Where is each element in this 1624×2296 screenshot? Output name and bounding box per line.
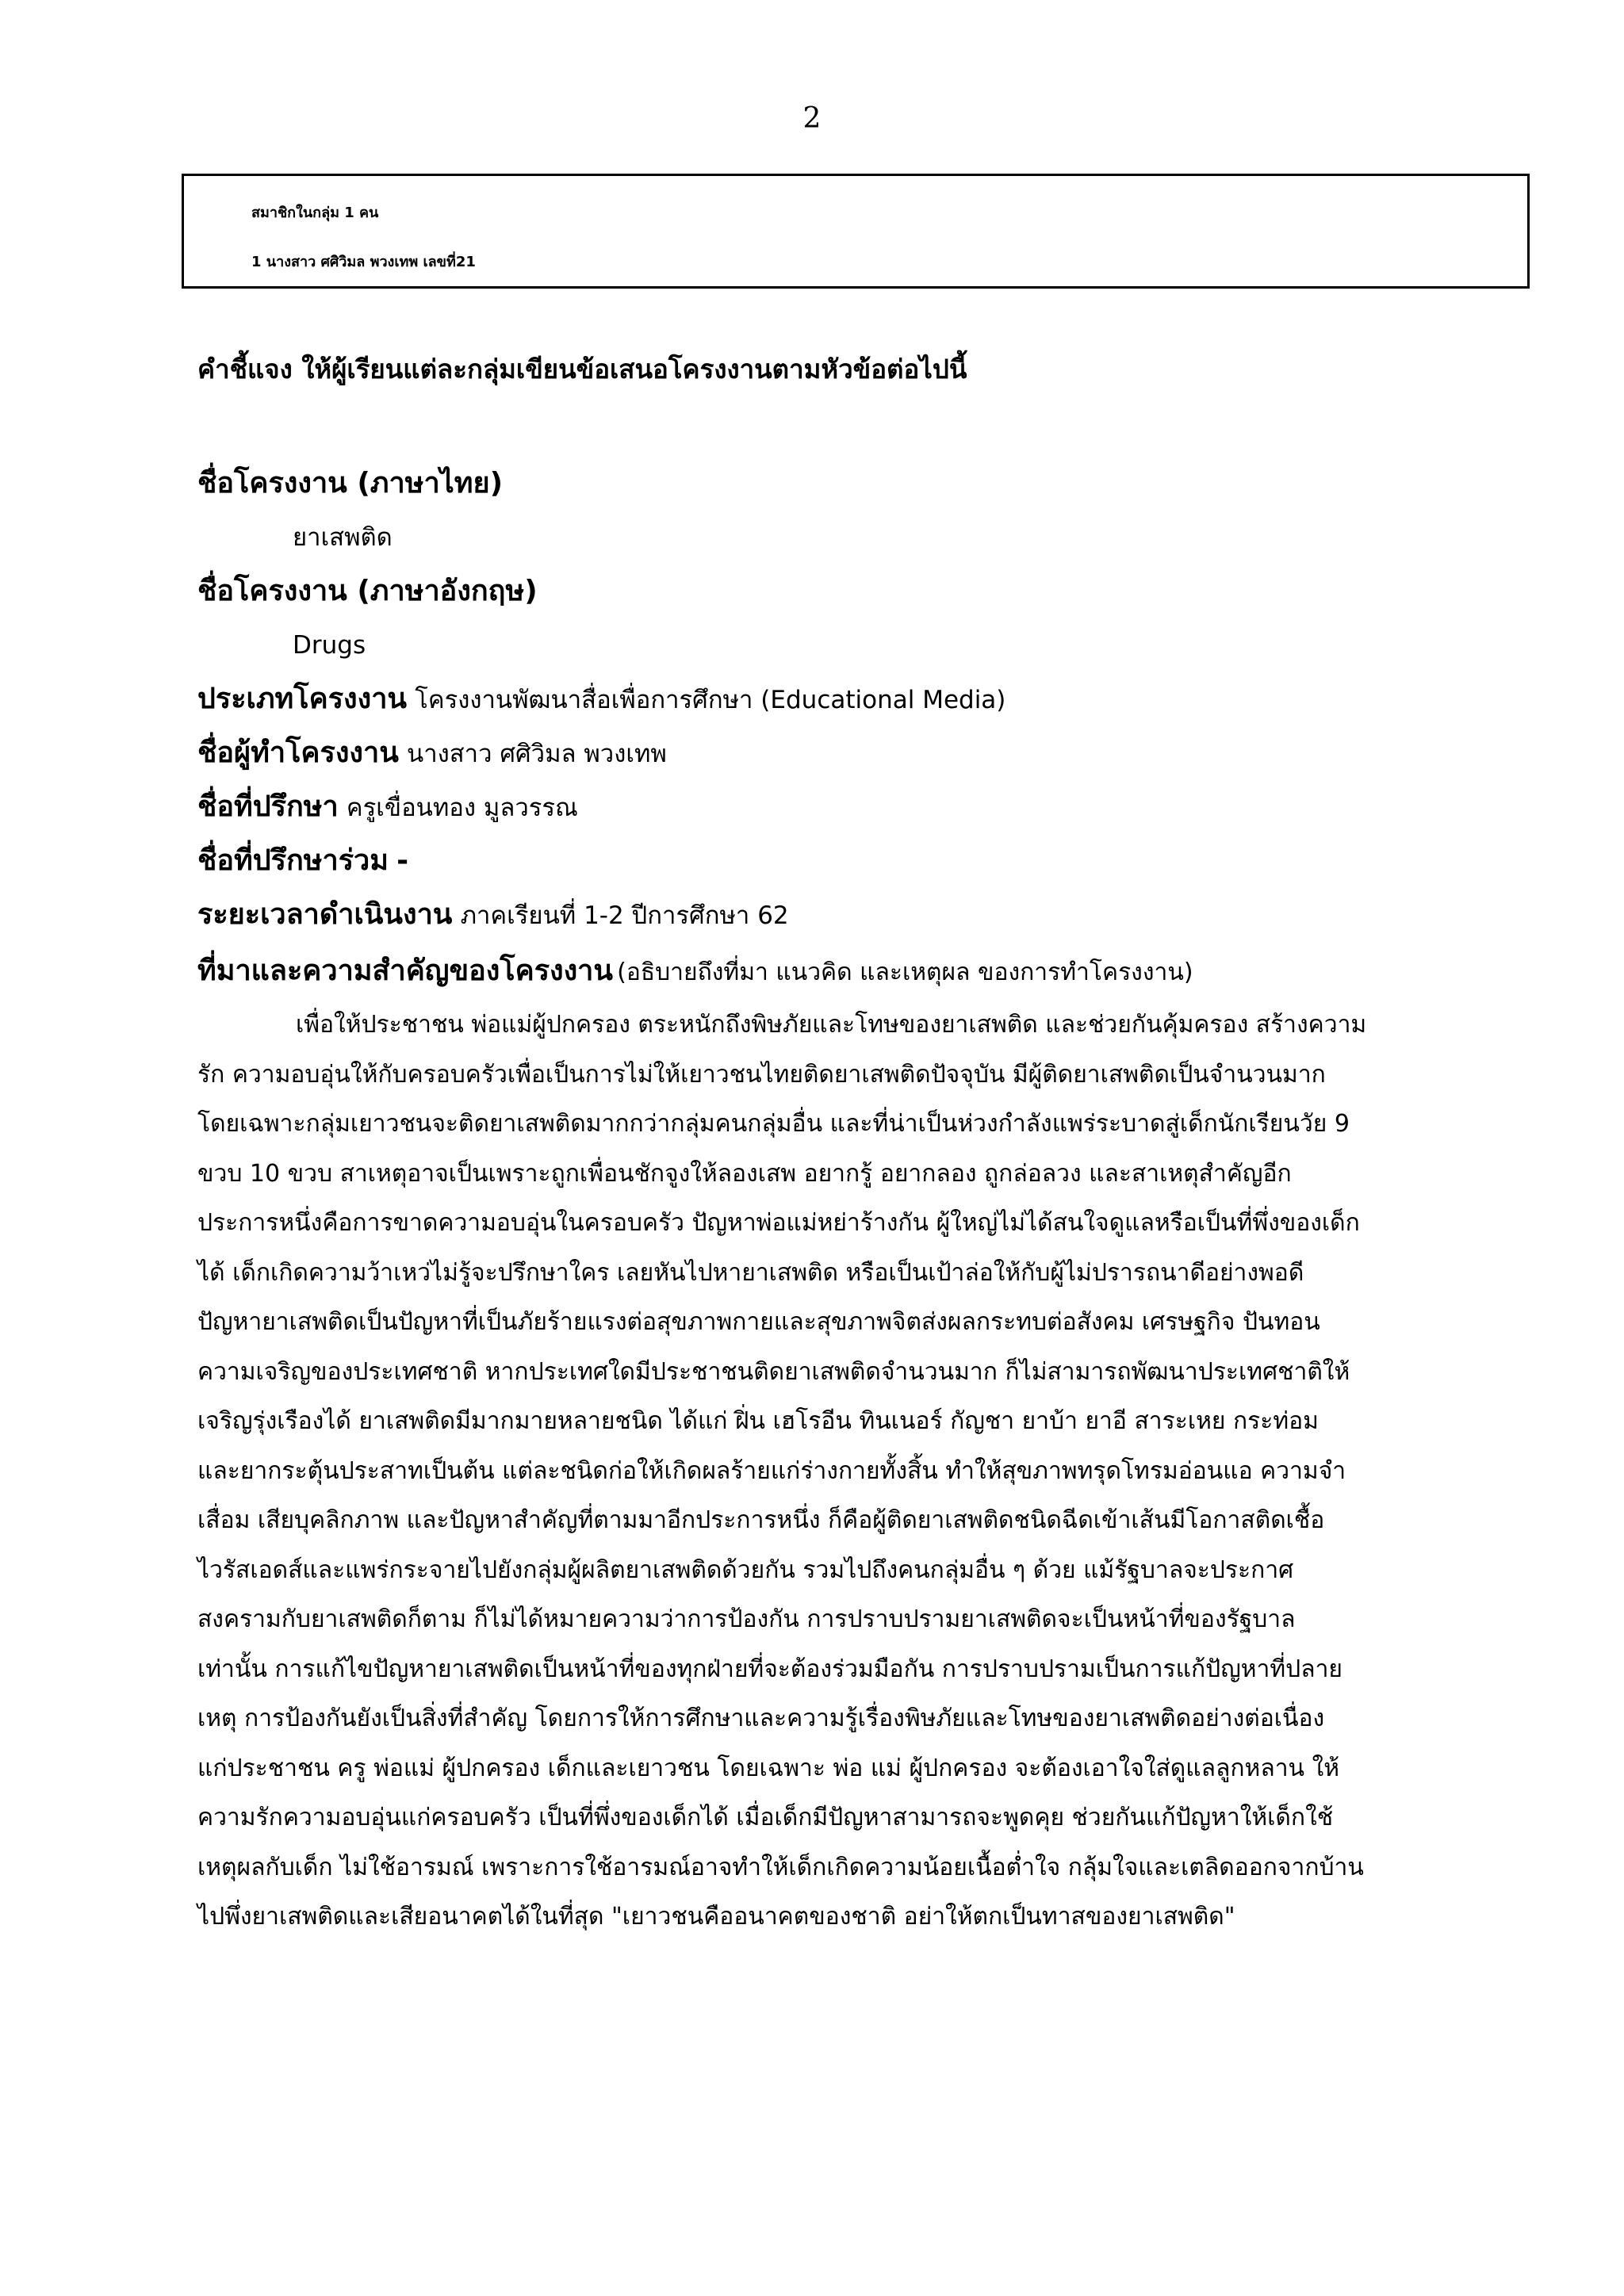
project-fields	[197, 457, 1498, 942]
body-line: เพื่อให้ประชาชน พ่อแม่ผู้ปกครอง ตระหนักถึงพิษภัยและโทษของยาเสพติด และช่วยกันคุ้มครอง สร้างความ	[296, 1011, 1367, 1039]
field-type-value: โครงงานพัฒนาสื่อเพื่อการศึกษา (Educational Media)	[415, 686, 1006, 714]
field-co-advisor-value: -	[396, 844, 409, 877]
body-line: เจริญรุ่งเรืองได้ ยาเสพติดมีมากมายหลายชนิด ได้แก่ ฝิ่น เฮโรอีน ทินเนอร์ กัญชา ยาบ้า ยาอี สาระเหย กระท่อม	[197, 1407, 1319, 1435]
body-line: ความรักความอบอุ่นแก่ครอบครัว เป็นที่พึ่งของเด็กได้ เมื่อเด็กมีปัญหาสามารถจะพูดคุย ช่วยกันแก้ปัญหาให้เด็กใช้	[197, 1804, 1334, 1831]
body-line: ขวบ 10 ขวบ สาเหตุอาจเป็นเพราะถูกเพื่อนชักจูงให้ลองเสพ อยากรู้ อยากลอง ถูกล่อลวง และสาเหตุสำคัญอีก	[197, 1159, 1292, 1188]
body-line: โดยเฉพาะกลุ่มเยาวชนจะติดยาเสพติดมากกว่ากลุ่มคนกลุ่มอื่น และที่น่าเป็นห่วงกำลังแพร่ระบาดสู่เด็กนักเรียนวัย 9	[197, 1110, 1350, 1138]
body-line: แก่ประชาชน ครู พ่อแม่ ผู้ปกครอง เด็กและเยาวชน โดยเฉพาะ พ่อ แม่ ผู้ปกครอง จะต้องเอาใจใส่ดูแลลูกหลาน ให้	[197, 1754, 1340, 1782]
body-line: เหตุ การป้องกันยังเป็นสิ่งที่สำคัญ โดยการให้การศึกษาและความรู้เรื่องพิษภัยและโทษของยาเสพติดอย่างต่อเนื่อง	[197, 1705, 1325, 1732]
field-name-en-value: Drugs	[293, 631, 366, 660]
field-name-en-label: ชื่อโครงงาน (ภาษาอังกฤษ)	[197, 575, 538, 607]
field-advisor-value: ครูเขื่อนทอง มูลวรรณ	[346, 794, 578, 822]
field-duration-label: ระยะเวลาดำเนินงาน	[197, 898, 453, 931]
member-entry: 1 นางสาว ศศิวิมล พวงเทพ เลขที่21	[251, 254, 476, 270]
body-line: เหตุผลกับเด็ก ไม่ใช้อารมณ์ เพราะการใช้อารมณ์อาจทำให้เด็กเกิดความน้อยเนื้อต่ำใจ กลุ้มใจและเตลิดออกจากบ้าน	[197, 1853, 1364, 1881]
body-line: ความเจริญของประเทศชาติ หากประเทศใดมีประชาชนติดยาเสพติดจำนวนมาก ก็ไม่สามารถพัฒนาประเทศชาติให้	[197, 1357, 1350, 1386]
body-line: และยากระตุ้นประสาทเป็นต้น แต่ละชนิดก่อให้เกิดผลร้ายแก่ร่างกายทั้งสิ้น ทำให้สุขภาพทรุดโทรมอ่อนแอ ความจำ	[197, 1456, 1346, 1485]
field-advisor	[197, 780, 1498, 834]
body-line: รัก ความอบอุ่นให้กับครอบครัวเพื่อเป็นการไม่ให้เยาวชนไทยติดยาเสพติดปัจจุบัน มีผู้ติดยาเสพติดเป็นจำนวนมาก	[197, 1060, 1326, 1089]
body-line: สงครามกับยาเสพติดก็ตาม ก็ไม่ได้หมายความว่าการป้องกัน การปราบปรามยาเสพติดจะเป็นหน้าที่ของรัฐบาล	[197, 1605, 1296, 1633]
field-name-th-value: ยาเสพติด	[293, 523, 393, 552]
instructions: คำชี้แจง ให้ผู้เรียนแต่ละกลุ่มเขียนข้อเสนอโครงงานตามหัวข้อต่อไปนี้	[197, 354, 967, 385]
body-line: ไปพึ่งยาเสพติดและเสียอนาคตได้ในที่สุด "เยาวชนคืออนาคตของชาติ อย่าให้ตกเป็นทาสของยาเสพติด"	[197, 1903, 1235, 1931]
members-count: สมาชิกในกลุ่ม 1 คน	[251, 205, 379, 221]
body-line: ได้ เด็กเกิดความว้าเหว่ไม่รู้จะปรึกษาใคร เลยหันไปหายาเสพติด หรือเป็นเป้าล่อให้กับผู้ไม่ปรารถนาดีอย่างพอดี	[197, 1258, 1304, 1287]
field-co-advisor	[197, 834, 1498, 888]
field-duration-value: ภาคเรียนที่ 1-2 ปีการศึกษา 62	[460, 901, 789, 930]
field-co-advisor-label: ชื่อที่ปรึกษาร่วม	[197, 844, 389, 877]
field-type-label: ประเภทโครงงาน	[197, 683, 408, 715]
body-line: ปัญหายาเสพติดเป็นปัญหาที่เป็นภัยร้ายแรงต่อสุขภาพกายและสุขภาพจิตส่งผลกระทบต่อสังคม เศรษฐกิจ ปันทอน	[197, 1308, 1320, 1336]
body-line: ประการหนึ่งคือการขาดความอบอุ่นในครอบครัว ปัญหาพ่อแม่หย่าร้างกัน ผู้ใหญ่ไม่ได้สนใจดูแลหรือเป็นที่พึ่งของเด็ก	[197, 1209, 1360, 1237]
field-author-label: ชื่อผู้ทำโครงงาน	[197, 737, 399, 769]
field-author	[197, 726, 1498, 780]
field-name-en	[197, 564, 1498, 618]
page-number: 2	[802, 102, 822, 135]
field-author-value: นางสาว ศศิวิมล พวงเทพ	[407, 740, 667, 768]
background-note: (อธิบายถึงที่มา แนวคิด และเหตุผล ของการทำโครงงาน)	[617, 959, 1193, 986]
members-box	[182, 174, 1530, 289]
background-label: ที่มาและความสำคัญของโครงงาน	[197, 955, 614, 987]
field-name-th	[197, 457, 1498, 511]
background-body	[197, 1001, 1506, 1942]
field-advisor-label: ชื่อที่ปรึกษา	[197, 790, 339, 823]
body-line: เท่านั้น การแก้ไขปัญหายาเสพติดเป็นหน้าที่ของทุกฝ่ายที่จะต้องร่วมมือกัน การปราบปรามเป็นการแก้ปัญหาที่ปลาย	[197, 1655, 1342, 1683]
field-name-th-label: ชื่อโครงงาน (ภาษาไทย)	[197, 467, 504, 499]
body-line: ไวรัสเอดส์และแพร่กระจายไปยังกลุ่มผู้ผลิตยาเสพติดด้วยกัน รวมไปถึงคนกลุ่มอื่น ๆ ด้วย แม้รัฐบาลจะประกาศ	[197, 1556, 1294, 1584]
background-heading	[197, 945, 1193, 997]
body-line: เสื่อม เสียบุคลิกภาพ และปัญหาสำคัญที่ตามมาอีกประการหนึ่ง ก็คือผู้ติดยาเสพติดชนิดฉีดเข้าเส้นมีโอกาสติดเชื้อ	[197, 1506, 1325, 1534]
field-duration	[197, 888, 1498, 942]
field-type	[197, 672, 1498, 726]
